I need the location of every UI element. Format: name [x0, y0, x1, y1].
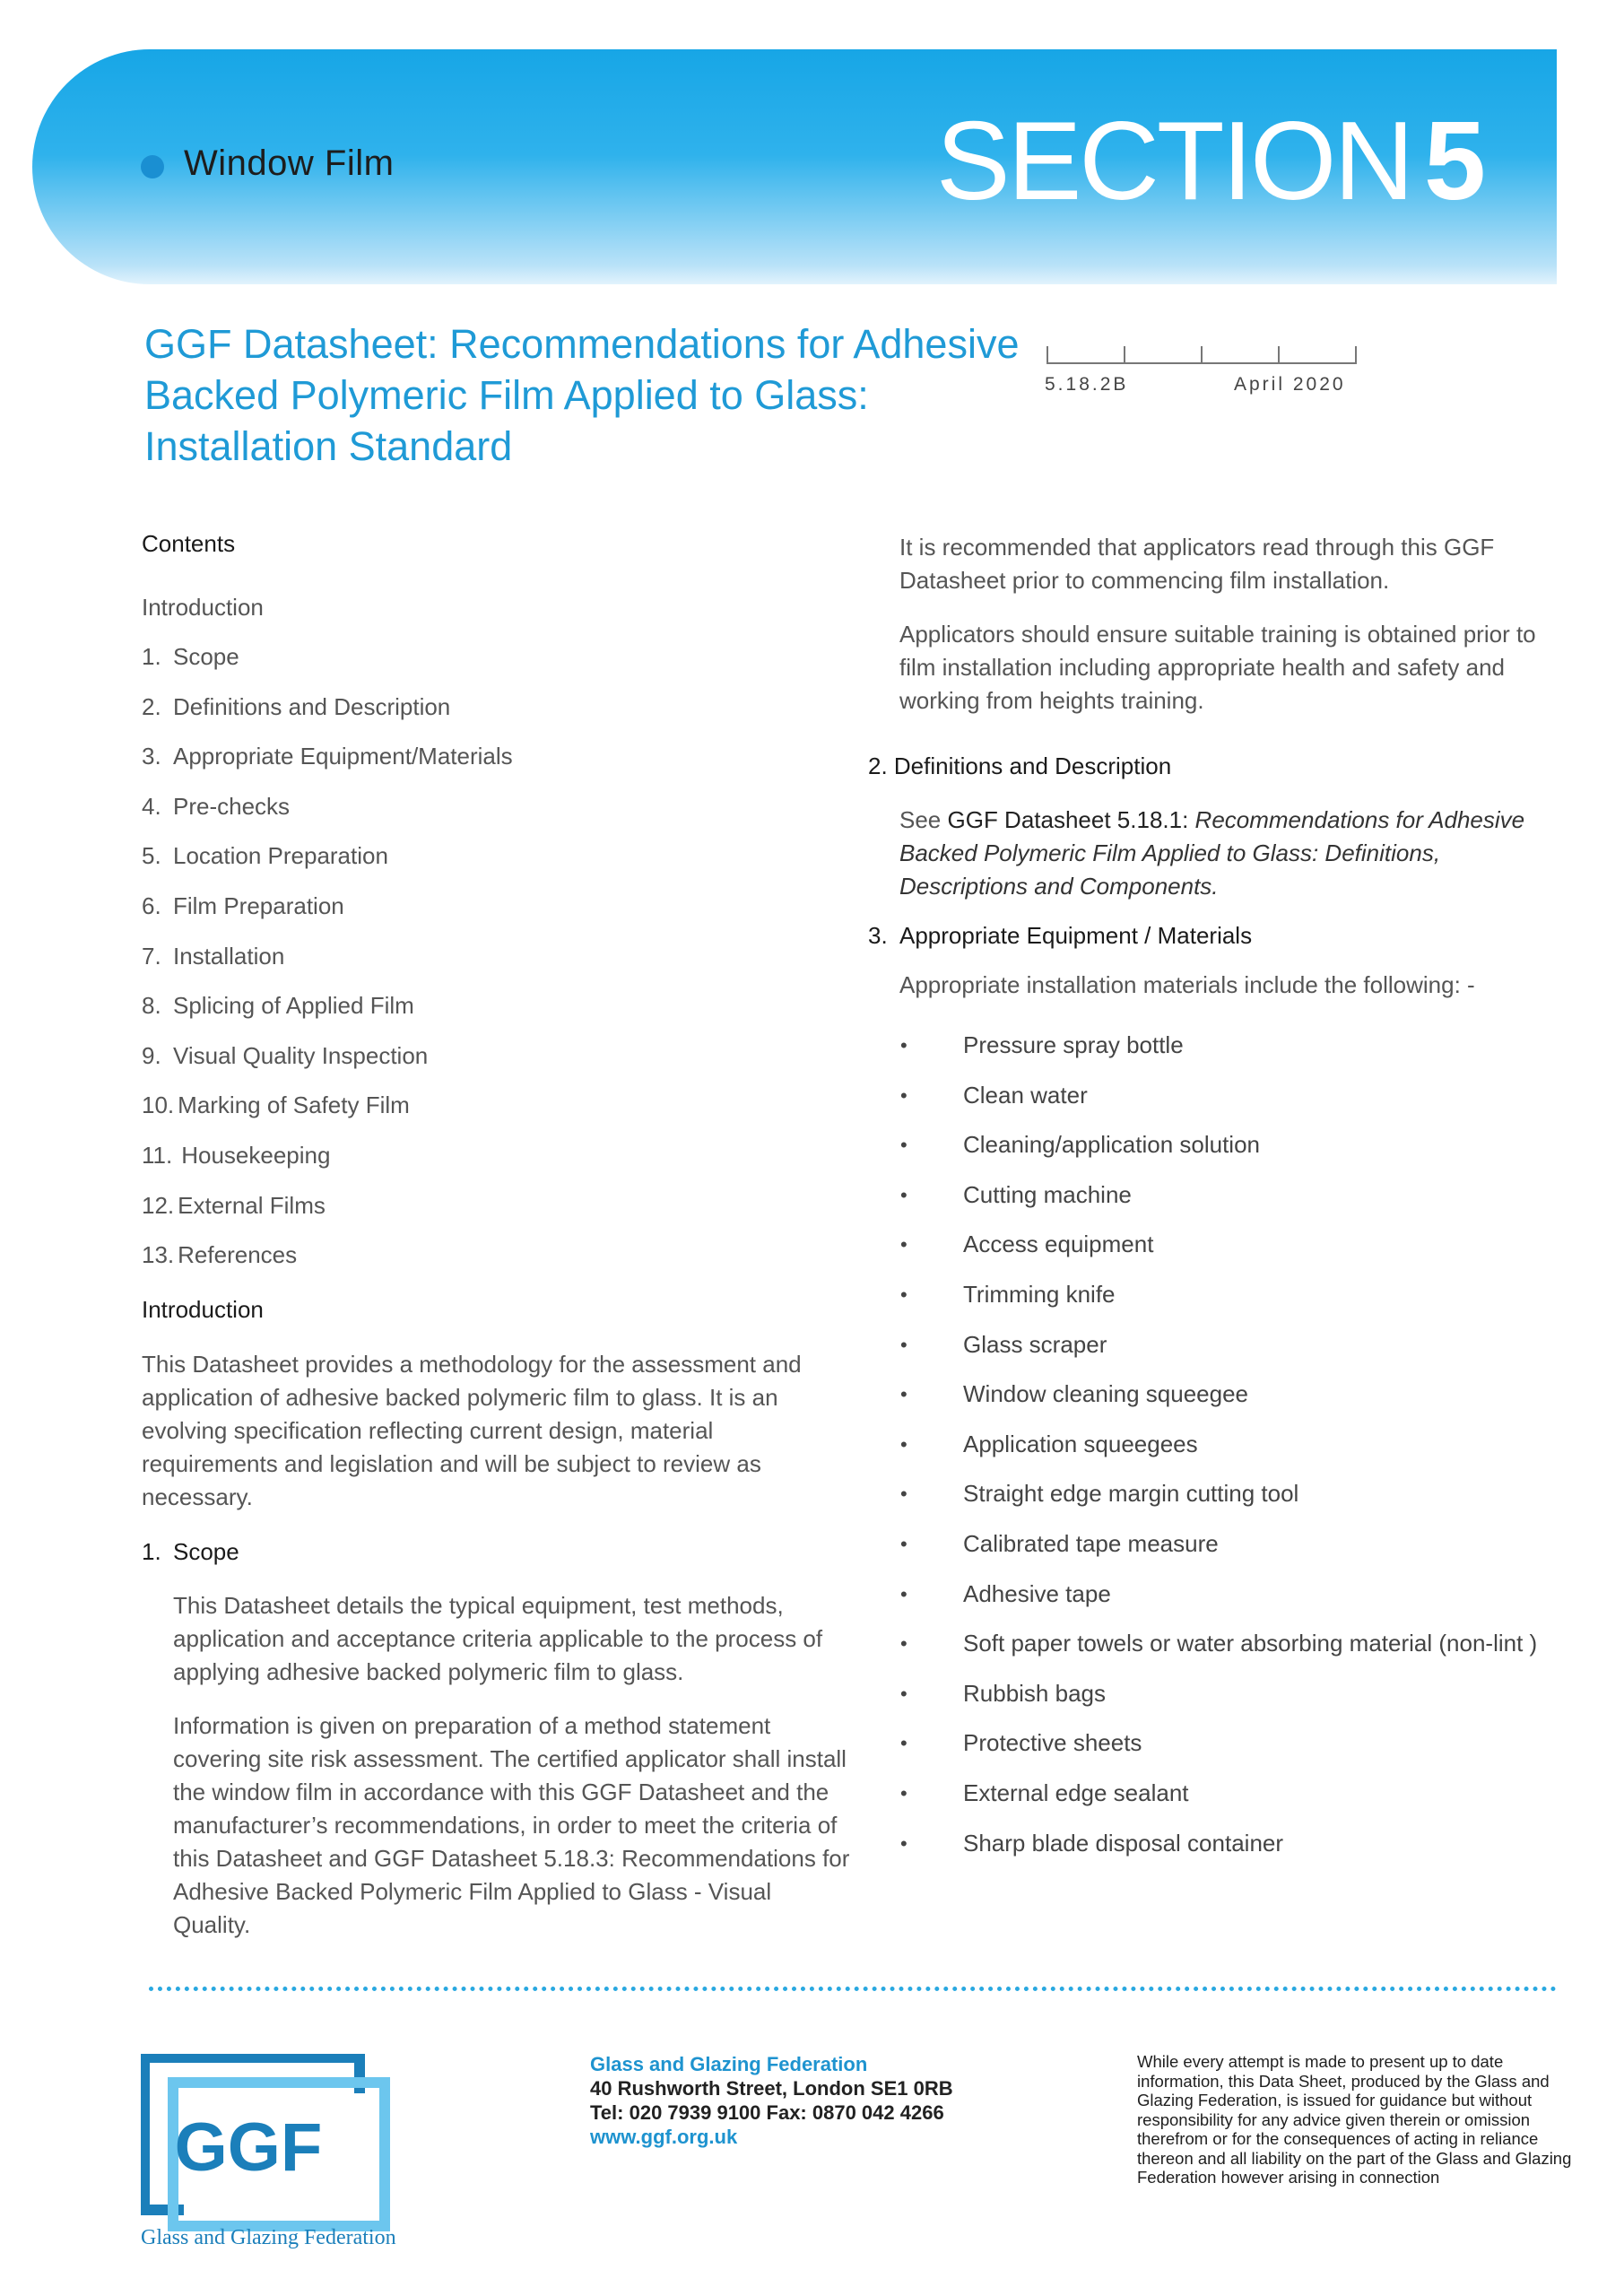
equipment-intro: Appropriate installation materials include the following: -: [899, 971, 1475, 998]
footer-divider: [149, 1987, 1557, 1991]
logo-caption: Glass and Glazing Federation: [141, 2226, 396, 2249]
datasheet-reference: GGF Datasheet 5.18.1:: [947, 806, 1189, 833]
introduction-text: This Datasheet provides a methodology for the assessment and application of adhesive backed polymeric film to glass. It is an evolving specification reflecting current design, material requirements and legislation and will be subject to review as necessary.: [142, 1351, 802, 1511]
datasheet-code: 5.18.2B: [1045, 374, 1129, 395]
scope-paragraph: It is recommended that applicators read through this GGF Datasheet prior to commencing film installation.: [899, 534, 1495, 594]
ruler-tick: [1355, 346, 1357, 364]
right-column: [868, 531, 1568, 1860]
list-item: • Straight edge margin cutting tool: [900, 1480, 1299, 1508]
list-item: • Rubbish bags: [900, 1679, 1106, 1707]
toc-item[interactable]: 1. Scope: [142, 643, 239, 670]
toc-item[interactable]: 9. Visual Quality Inspection: [142, 1041, 429, 1069]
toc-item[interactable]: 5. Location Preparation: [142, 842, 388, 870]
left-column: [142, 527, 850, 1942]
toc-item[interactable]: 4. Pre-checks: [142, 792, 291, 820]
list-item: • Clean water: [900, 1081, 1088, 1109]
toc-item[interactable]: 2. Definitions and Description: [142, 692, 451, 720]
list-item: • Trimming knife: [900, 1280, 1116, 1308]
toc-item[interactable]: 10. Marking of Safety Film: [142, 1091, 410, 1119]
toc-item[interactable]: 7. Installation: [142, 942, 285, 970]
toc-item[interactable]: 3. Appropriate Equipment/Materials: [142, 743, 513, 770]
footer-website-link[interactable]: www.ggf.org.uk: [590, 2126, 738, 2148]
ruler-tick: [1124, 346, 1125, 364]
list-item: • Calibrated tape measure: [900, 1529, 1219, 1557]
ruler-tick: [1278, 346, 1280, 364]
equipment-heading: 3. Appropriate Equipment / Materials: [868, 922, 1253, 949]
list-item: • Pressure spray bottle: [900, 1031, 1184, 1058]
logo-mark: GGF: [174, 2109, 323, 2186]
section-heading: [935, 100, 1483, 223]
category-label: Window Film: [184, 144, 395, 183]
list-item: • Soft paper towels or water absorbing material (non-lint ): [900, 1630, 1538, 1657]
toc-introduction[interactable]: Introduction: [142, 594, 264, 621]
list-item: • External edge sealant: [900, 1779, 1189, 1806]
list-item: • Sharp blade disposal container: [900, 1829, 1284, 1857]
introduction-heading: Introduction: [142, 1296, 264, 1324]
toc-item[interactable]: 11. Housekeeping: [142, 1141, 331, 1169]
list-item: • Adhesive tape: [900, 1579, 1111, 1607]
bullet-dot-icon: [141, 155, 164, 178]
toc-item[interactable]: 8. Splicing of Applied Film: [142, 992, 414, 1020]
equipment-list: [868, 1029, 1568, 1860]
table-of-contents: [142, 640, 850, 1272]
document-title: GGF Datasheet: Recommendations for Adhesive Backed Polymeric Film Applied to Glass: Installation Standard: [144, 321, 1020, 469]
ruler-tick: [1201, 346, 1203, 364]
list-item: • Window cleaning squeegee: [900, 1380, 1248, 1408]
footer-org-name: Glass and Glazing Federation: [590, 2053, 868, 2075]
toc-item[interactable]: 12. External Films: [142, 1191, 326, 1219]
scope-paragraph: This Datasheet details the typical equipment, test methods, application and acceptance criteria applicable to the process of applying adhesive backed polymeric film to glass.: [173, 1592, 823, 1686]
scope-heading: 1. Scope: [142, 1538, 239, 1566]
list-item: • Application squeegees: [900, 1430, 1198, 1457]
list-item: • Access equipment: [900, 1231, 1154, 1258]
list-item: • Glass scraper: [900, 1330, 1107, 1358]
definitions-text: See GGF Datasheet 5.18.1: Recommendations for Adhesive Backed Polymeric Film Applied to Glass: Definitions, Descriptions and Components.: [899, 806, 1525, 900]
datasheet-date: April 2020: [1234, 374, 1346, 395]
definitions-heading: 2. Definitions and Description: [868, 752, 1172, 779]
scope-paragraph: Information is given on preparation of a method statement covering site risk assessment. The certified applicator shall install the window film in accordance with this GGF Datasheet and the manufacturer’s recommendations, in order to meet the criteria of this Datasheet and GGF Datasheet 5.18.3: Recommendations for Adhesive Backed Polymeric Film Applied to Glass - Visual Quality.: [173, 1712, 850, 1939]
toc-item[interactable]: 6. Film Preparation: [142, 891, 344, 919]
footer-phone: Tel: 020 7939 9100 Fax: 0870 042 4266: [590, 2101, 944, 2124]
footer-address: 40 Rushworth Street, London SE1 0RB: [590, 2077, 953, 2100]
contents-heading: Contents: [142, 530, 236, 557]
toc-item[interactable]: 13. References: [142, 1241, 298, 1269]
scope-paragraph: Applicators should ensure suitable training is obtained prior to film installation including appropriate health and safety and working from heights training.: [899, 621, 1536, 714]
footer-contact: [590, 2052, 953, 2149]
list-item: • Cutting machine: [900, 1180, 1132, 1208]
section-word: SECTION: [935, 100, 1412, 223]
list-item: • Protective sheets: [900, 1729, 1142, 1757]
section-number: 5: [1424, 100, 1483, 223]
ggf-logo-icon: [141, 2054, 392, 2233]
footer-disclaimer: While every attempt is made to present up to date information, this Data Sheet, produced by the Glass and Glazing Federation, is issued for guidance but without responsibility for any advice given therein or omission therefrom or for the consequences of acting in reliance thereon and all liability on the part of the Glass and Glazing Federation however arising in connection: [1137, 2052, 1572, 2187]
reference-ruler: [1046, 346, 1357, 364]
list-item: • Cleaning/application solution: [900, 1131, 1261, 1159]
